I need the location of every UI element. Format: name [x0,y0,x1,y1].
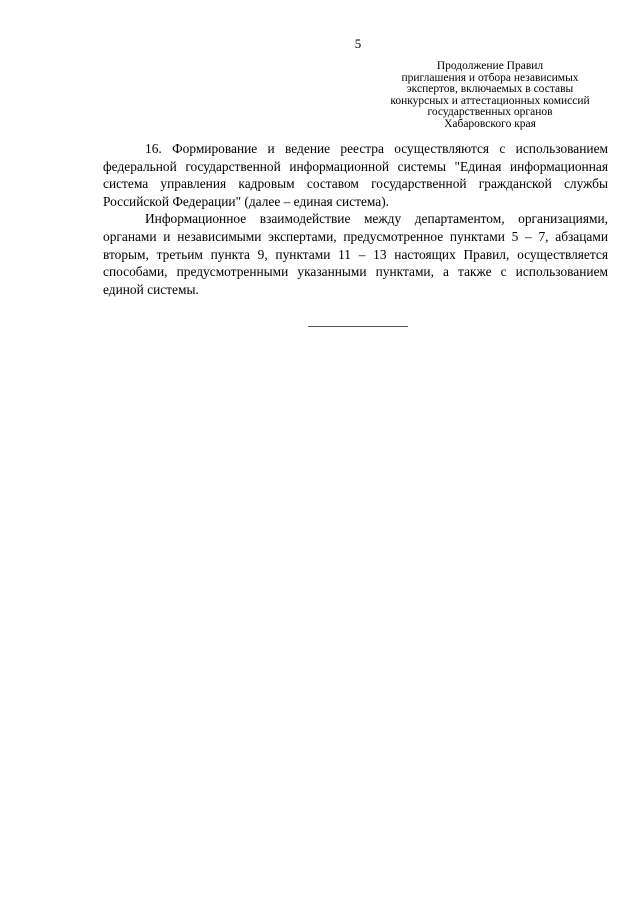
page-number: 5 [354,36,362,51]
header-line: экспертов, включаемых в составы [406,83,574,96]
header-line: Хабаровского края [444,117,536,130]
paragraph-16: 16. Формирование и ведение реестра осуществляются с использованием федеральной государственной информационной системы "Единая информационная система управления кадровым составом государственной гражданской службы Российской Федерации" (далее – единая система). [103,141,608,209]
header-line: конкурсных и аттестационных комиссий [390,94,590,107]
end-separator-line [308,326,408,327]
header-line: государственных органов [427,106,553,119]
paragraph-information-interaction: Информационное взаимодействие между департаментом, организациями, органами и независимыми экспертами, предусмотренное пунктами 5 – 7, абзацами вторым, третьим пункта 9, пунктами 11 – 13 настоящих Правил, осуществляется способами, предусмотренными указанными пунктами, а также с использованием единой системы. [103,211,608,297]
continuation-header [350,61,630,131]
header-line: приглашения и отбора независимых [401,71,579,84]
document-body [103,140,608,298]
header-line: Продолжение Правил [436,60,544,72]
